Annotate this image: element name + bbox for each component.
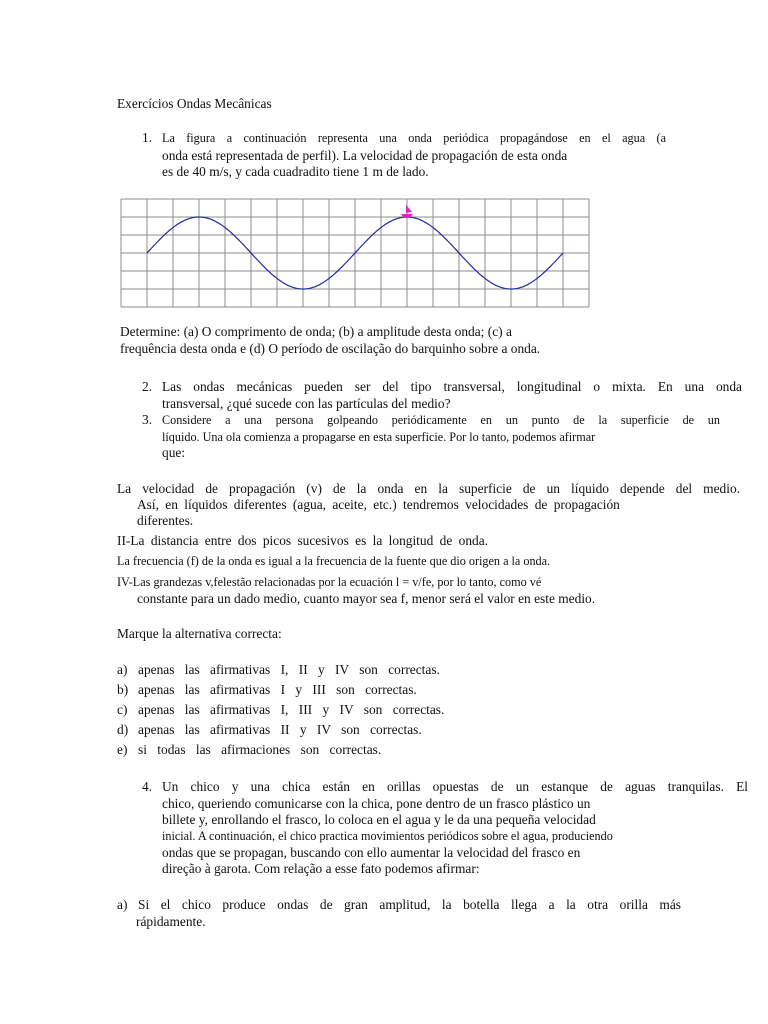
q2-number: 2.	[142, 379, 153, 394]
statement-3: La frecuencia (f) de la onda es igual a la frecuencia de la fuente que dio origen a la onda.	[117, 554, 551, 568]
option-a-text: apenas las afirmativas I, II y IV son correctas.	[138, 662, 440, 677]
q2-line-2: transversal, ¿qué sucede con las partículas del medio?	[162, 396, 451, 411]
q3-line-3: que:	[162, 445, 186, 460]
q1-prompt-line-2: frequência desta onda e (d) O período de oscilação do barquinho sobre a onda.	[120, 341, 541, 356]
boat-icon	[401, 205, 413, 218]
wave-grid-figure	[120, 198, 592, 308]
q2-line-1: Las ondas mecánicas pueden ser del tipo transversal, longitudinal o mixta. En una onda	[162, 379, 742, 394]
option-e-letter: e)	[117, 742, 128, 757]
option-c-letter: c)	[117, 702, 128, 717]
statement-1-line-3: diferentes.	[137, 513, 194, 528]
q4-line-6: direção à garota. Com relação a esse fato podemos afirmar:	[162, 861, 480, 876]
option-b-letter: b)	[117, 682, 129, 697]
q4-number: 4.	[142, 779, 153, 794]
option-a-letter: a)	[117, 662, 128, 677]
statement-4-line-1: IV-Las grandezas v,felestão relacionadas por la ecuación l = v/fe, por lo tanto, como vé	[117, 575, 542, 589]
q1-line-2: onda está representada de perfil). La velocidad de propagación de esta onda	[162, 148, 568, 163]
q3-line-2: líquido. Una ola comienza a propagarse en esta superficie. Por lo tanto, podemos afirmar	[162, 430, 596, 444]
option-d-letter: d)	[117, 722, 129, 737]
page-title: Exercícios Ondas Mecânicas	[117, 96, 272, 111]
q1-line-3: es de 40 m/s, y cada cuadradito tiene 1 m de lado.	[162, 164, 429, 179]
statement-1-line-1: La velocidad de propagación (v) de la onda en la superficie de un líquido depende del medio.	[117, 481, 740, 496]
q4-line-4: inicial. A continuación, el chico practica movimientos periódicos sobre el agua, produciendo	[162, 829, 613, 843]
option-e-text: si todas las afirmaciones son correctas.	[138, 742, 382, 757]
statement-4-line-2: constante para un dado medio, cuanto mayor sea f, menor será el valor en este medio.	[137, 591, 596, 606]
q3-number: 3.	[142, 412, 153, 427]
option-d-text: apenas las afirmativas II y IV son correctas.	[138, 722, 422, 737]
answer-prompt: Marque la alternativa correcta:	[117, 626, 282, 641]
q1-number: 1.	[142, 130, 153, 145]
statement-1-line-2: Así, en líquidos diferentes (agua, aceite, etc.) tendremos velocidades de propagación	[137, 497, 620, 512]
q4-line-5: ondas que se propagan, buscando con ello aumentar la velocidad del frasco en	[162, 845, 581, 860]
option-b-text: apenas las afirmativas I y III son correctas.	[138, 682, 417, 697]
q4-line-2: chico, queriendo comunicarse con la chica, pone dentro de un frasco plástico un	[162, 796, 591, 811]
q1-line-1: La figura a continuación representa una onda periódica propagándose en el agua (a	[162, 131, 666, 145]
q4-line-3: billete y, enrollando el frasco, lo coloca en el agua y le da una pequeña velocidad	[162, 812, 596, 827]
q3-line-1: Considere a una persona golpeando periódicamente en un punto de la superficie de un	[162, 413, 720, 427]
q1-prompt-line-1: Determine: (a) O comprimento de onda; (b) a amplitude desta onda; (c) a	[120, 324, 512, 339]
q4-option-a-line-1: Si el chico produce ondas de gran amplitud, la botella llega a la otra orilla más	[138, 897, 681, 912]
statement-2: II-La distancia entre dos picos sucesivos es la longitud de onda.	[117, 533, 488, 548]
q4-option-a-letter: a)	[117, 897, 128, 912]
q4-option-a-line-2: rápidamente.	[136, 914, 206, 929]
q4-line-1: Un chico y una chica están en orillas opuestas de un estanque de aguas tranquilas. El	[162, 779, 748, 794]
option-c-text: apenas las afirmativas I, III y IV son correctas.	[138, 702, 445, 717]
